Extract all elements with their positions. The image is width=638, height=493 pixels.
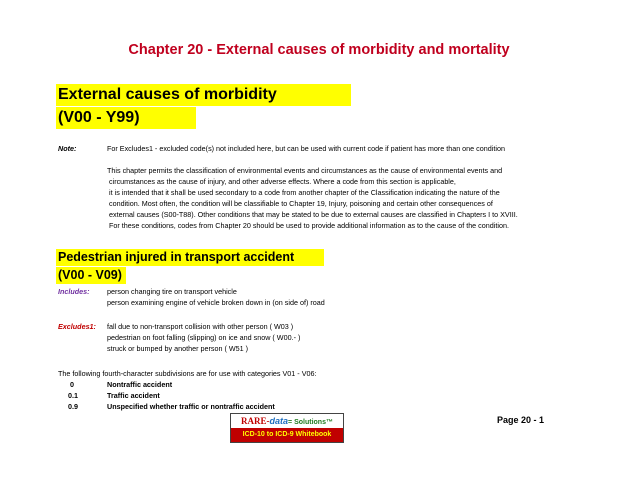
paragraph-line: circumstances as the cause of injury, and other adverse effects. Where a code from this section is applicable,	[109, 177, 456, 187]
paragraph-line: condition. Most often, the condition will be classifiable to Chapter 19, Injury, poisoning and certain other consequences of	[109, 199, 493, 209]
subdivision-row	[38, 379, 338, 390]
subdivision-desc: Nontraffic accident	[107, 380, 173, 389]
logo-subtitle: ICD-10 to ICD-9 Whitebook	[231, 428, 343, 442]
note-label: Note:	[58, 144, 77, 153]
section-range: (V00 - Y99)	[56, 107, 196, 129]
excludes1-list	[107, 321, 300, 354]
logo-solutions-text: = Solutions™	[288, 419, 333, 426]
paragraph-line: This chapter permits the classification of environmental events and circumstances as the cause of environmental events and	[107, 166, 503, 175]
excludes1-item: struck or bumped by another person ( W51 )	[107, 344, 249, 353]
description-paragraph	[107, 165, 518, 232]
page-number: Page 20 - 1	[497, 415, 545, 425]
logo-dash: -	[266, 416, 270, 426]
paragraph-line: it is intended that it shall be used secondary to a code from another chapter of the Classification indicating the nature of the	[109, 188, 500, 198]
subdivision-code: 0.9	[68, 402, 78, 411]
subdivision-row	[38, 401, 338, 412]
includes-label: Includes:	[58, 287, 90, 296]
paragraph-line: external causes (S00-T88). Other conditions that may be stated to be due to external causes are classified in Chapters I to XVIII.	[109, 210, 518, 220]
logo-data-text: data	[269, 416, 289, 426]
note-text: For Excludes1 - excluded code(s) not included here, but can be used with current code if patient has more than one condition	[107, 144, 505, 153]
subdivisions-intro: The following fourth-character subdivisions are for use with categories V01 - V06:	[58, 369, 317, 378]
includes-list	[107, 286, 325, 308]
subdivision-code: 0.1	[68, 391, 78, 400]
excludes1-item: pedestrian on foot falling (slipping) on ice and snow ( W00.- )	[107, 333, 301, 342]
rare-data-logo	[230, 413, 344, 443]
includes-item: person changing tire on transport vehicle	[107, 287, 237, 296]
excludes1-label: Excludes1:	[58, 322, 96, 331]
subdivision-desc: Unspecified whether traffic or nontraffic accident	[107, 402, 275, 411]
subdivision-row	[38, 390, 338, 401]
subsection-range: (V00 - V09)	[56, 267, 126, 284]
subsection-title: Pedestrian injured in transport accident	[56, 249, 324, 266]
logo-rare-text: RARE	[241, 416, 267, 426]
subdivision-code: 0	[70, 380, 74, 389]
subdivision-desc: Traffic accident	[107, 391, 160, 400]
logo-wordmark	[231, 414, 343, 428]
chapter-title: Chapter 20 - External causes of morbidity and mortality	[128, 42, 510, 58]
section-title: External causes of morbidity	[56, 84, 351, 106]
includes-item: person examining engine of vehicle broken down in (on side of) road	[107, 298, 325, 307]
paragraph-line: For these conditions, codes from Chapter 20 should be used to provide additional information as to the cause of the condition.	[109, 221, 509, 231]
subdivisions-table	[38, 379, 338, 415]
excludes1-item: fall due to non-transport collision with other person ( W03 )	[107, 322, 294, 331]
